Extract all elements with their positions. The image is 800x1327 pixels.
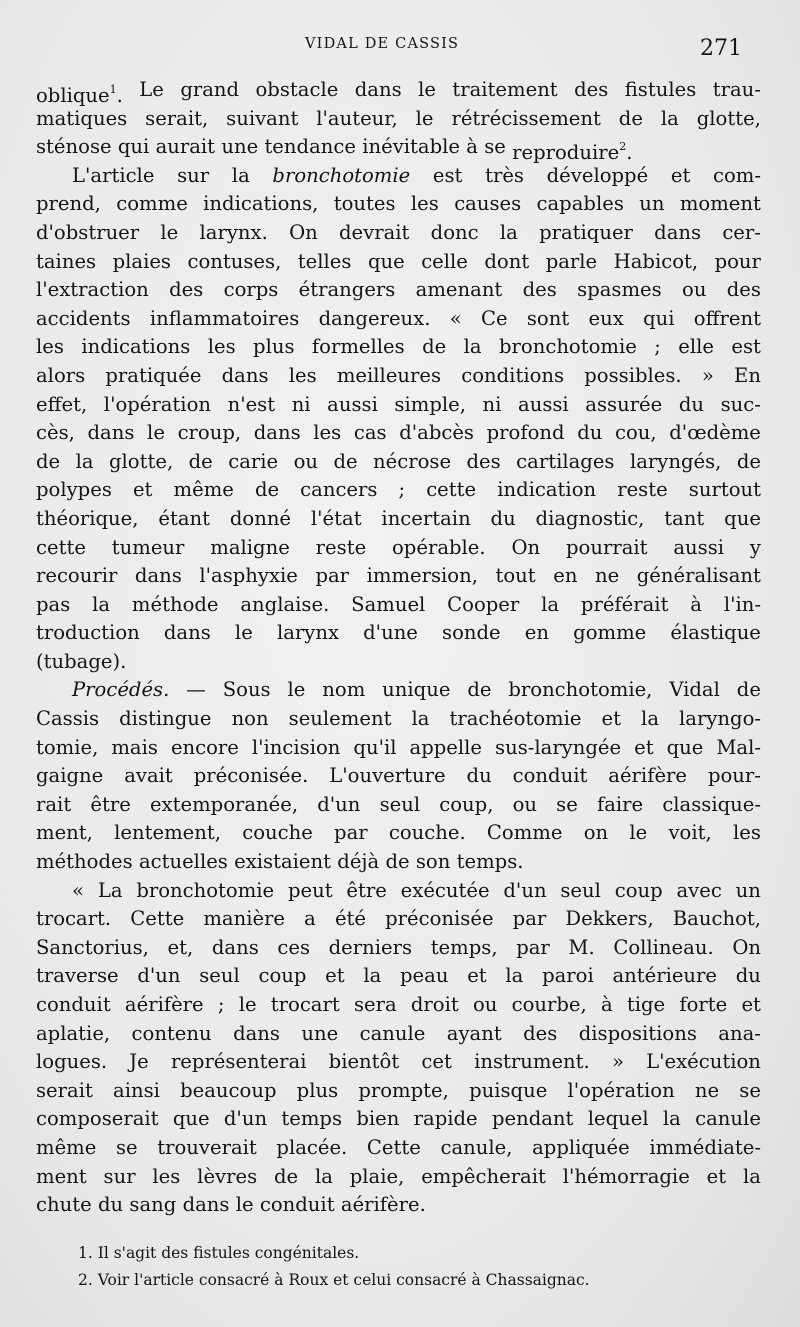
text-line: recourir dans l'asphyxie par immersion, tout en ne généralisant xyxy=(36,564,761,588)
text-line: matiques serait, suivant l'auteur, le rétrécissement de la glotte, xyxy=(36,106,761,130)
footnote-1: 1. Il s'agit des fistules congénitales. xyxy=(78,1244,360,1262)
footnotes xyxy=(78,1240,768,1294)
footnote-2: 2. Voir l'article consacré à Roux et celui consacré à Chassaignac. xyxy=(78,1271,590,1289)
text-line: (tubage). xyxy=(36,649,127,673)
text-line: même se trouverait placée. Cette canule, appliquée immédiate- xyxy=(36,1135,761,1159)
running-head xyxy=(0,34,800,61)
text-line: polypes et même de cancers ; cette indication reste surtout xyxy=(36,478,761,502)
text-line: troduction dans le larynx d'une sonde en gomme élastique xyxy=(36,621,761,645)
text-line: prend, comme indications, toutes les causes capables un moment xyxy=(36,192,761,216)
text-line: cès, dans le croup, dans les cas d'abcès profond du cou, d'œdème xyxy=(36,421,761,445)
text-line: ment, lentement, couche par couche. Comme on le voit, les xyxy=(36,821,761,845)
text-line: cette tumeur maligne reste opérable. On pourrait aussi y xyxy=(36,535,761,559)
text-line: pas la méthode anglaise. Samuel Cooper la préférait à l'in- xyxy=(36,592,761,616)
text-line: traverse d'un seul coup et la peau et la paroi antérieure du xyxy=(36,964,761,988)
text-line: accidents inflammatoires dangereux. « Ce sont eux qui offrent xyxy=(36,306,761,330)
text-line: d'obstruer le larynx. On devrait donc la pratiquer dans cer- xyxy=(36,220,761,244)
text-line: logues. Je représenterai bientôt cet instrument. » L'exécution xyxy=(36,1050,761,1074)
text-line: Cassis distingue non seulement la trachéotomie et la laryngo- xyxy=(36,707,761,731)
text-line: effet, l'opération n'est ni aussi simple, ni aussi assurée du suc- xyxy=(36,392,761,416)
text-line: de la glotte, de carie ou de nécrose des cartilages laryngés, de xyxy=(36,449,761,473)
text-line: L'article sur la bronchotomie est très développé et com- xyxy=(72,163,761,187)
text-line: les indications les plus formelles de la bronchotomie ; elle est xyxy=(36,335,761,359)
text-line: rait être extemporanée, d'un seul coup, ou se faire classique- xyxy=(36,792,761,816)
text-line: Sanctorius, et, dans ces derniers temps, par M. Collineau. On xyxy=(36,935,761,959)
running-title: VIDAL DE CASSIS xyxy=(305,36,460,52)
page-number: 271 xyxy=(700,36,742,61)
text-line: sténose qui aurait une tendance inévitable à se reproduire$^2$. xyxy=(36,135,633,165)
text-line: théorique, étant donné l'état incertain du diagnostic, tant que xyxy=(36,506,761,530)
body-text xyxy=(36,76,761,1220)
text-line: méthodes actuelles existaient déjà de son temps. xyxy=(36,850,524,874)
text-line: composerait que d'un temps bien rapide pendant lequel la canule xyxy=(36,1107,761,1131)
text-line: Procédés. — Sous le nom unique de bronchotomie, Vidal de xyxy=(72,678,761,702)
text-line: serait ainsi beaucoup plus prompte, puisque l'opération ne se xyxy=(36,1078,761,1102)
text-line: aplatie, contenu dans une canule ayant des dispositions ana- xyxy=(36,1021,761,1045)
text-line: tomie, mais encore l'incision qu'il appelle sus-laryngée et que Mal- xyxy=(36,735,761,759)
text-line: gaigne avait préconisée. L'ouverture du conduit aérifère pour- xyxy=(36,764,761,788)
text-line: conduit aérifère ; le trocart sera droit ou courbe, à tige forte et xyxy=(36,993,761,1016)
text-line: taines plaies contuses, telles que celle dont parle Habicot, pour xyxy=(36,249,761,273)
text-line: alors pratiquée dans les meilleures conditions possibles. » En xyxy=(36,363,761,387)
text-line: « La bronchotomie peut être exécutée d'un seul coup avec un xyxy=(72,878,761,902)
text-line: oblique$^1$. Le grand obstacle dans le traitement des fistules trau- xyxy=(36,78,761,107)
text-line: trocart. Cette manière a été préconisée par Dekkers, Bauchot, xyxy=(36,907,761,931)
text-line: chute du sang dans le conduit aérifère. xyxy=(36,1193,426,1217)
text-line: l'extraction des corps étrangers amenant des spasmes ou des xyxy=(36,278,761,302)
text-line: ment sur les lèvres de la plaie, empêcherait l'hémorragie et la xyxy=(36,1164,761,1188)
